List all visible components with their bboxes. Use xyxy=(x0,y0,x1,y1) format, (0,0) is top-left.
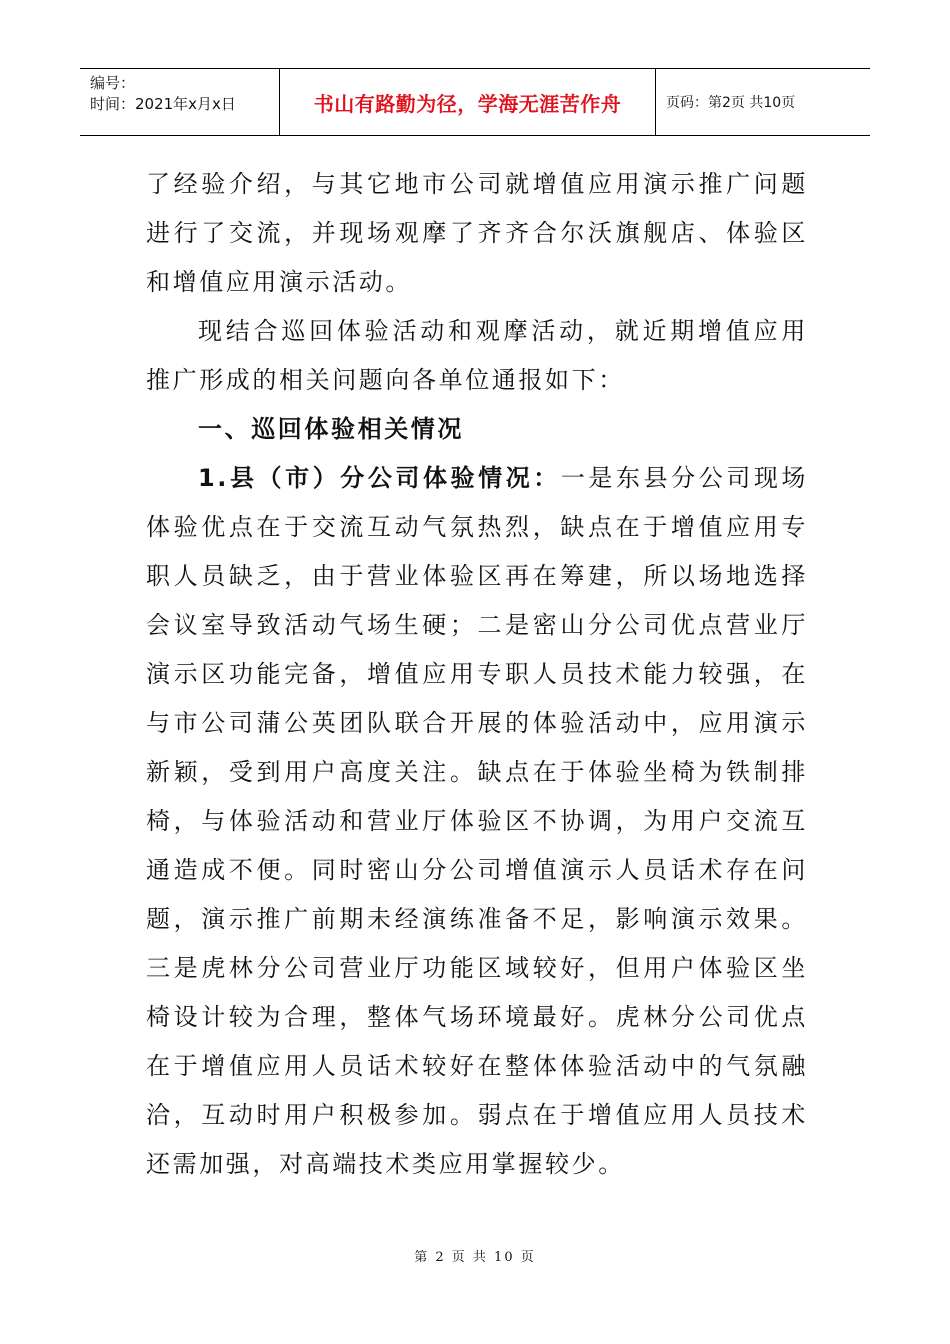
paragraph-2: 现结合巡回体验活动和观摩活动，就近期增值应用推广形成的相关问题向各单位通报如下： xyxy=(146,317,808,394)
section-heading-1: 一、巡回体验相关情况 xyxy=(198,415,464,443)
page-footer: 第 2 页 共 10 页 xyxy=(414,1250,536,1265)
doc-number-label: 编号： xyxy=(90,74,136,92)
paragraph-3-text: 一是东县分公司现场体验优点在于交流互动气氛热烈，缺点在于增值应用专职人员缺乏，由于营业体验区再在筹建，所以场地选择会议室导致活动气场生硬；二是密山分公司优点营业厅演示区功能完备，增值应用专职人员技术能力较强，在与市公司蒲公英团队联合开展的体验活动中，应用演示新颖，受到用户高度关注。缺点在于体验坐椅为铁制排椅，与体验活动和营业厅体验区不协调，为用户交流互通造成不便。同时密山分公司增值演示人员话术存在问题，演示推广前期未经演练准备不足，影响演示效果。三是虎林分公司营业厅功能区域较好，但用户体验区坐椅设计较为合理，整体气场环境最好。虎林分公司优点在于增值应用人员话术较好在整体体验活动中的气氛融洽，互动时用户积极参加。弱点在于增值应用人员技术还需加强，对高端技术类应用掌握较少。 xyxy=(146,464,809,1178)
header-page-info: 页码：第2页 共10页 xyxy=(666,95,796,111)
paragraph-3-lead: 1.县（市）分公司体验情况： xyxy=(198,464,561,492)
paragraph-1: 了经验介绍，与其它地市公司就增值应用演示推广问题进行了交流，并现场观摩了齐齐合尔沃旗舰店、体验区和增值应用演示活动。 xyxy=(146,170,808,296)
header-motto: 书山有路勤为径，学海无涯苦作舟 xyxy=(280,69,656,135)
page-header xyxy=(80,68,870,136)
paragraph-3 xyxy=(146,454,808,1189)
header-meta xyxy=(80,69,280,135)
doc-time-label: 时间：2021年x月x日 xyxy=(90,95,236,113)
document-body xyxy=(146,160,808,1189)
